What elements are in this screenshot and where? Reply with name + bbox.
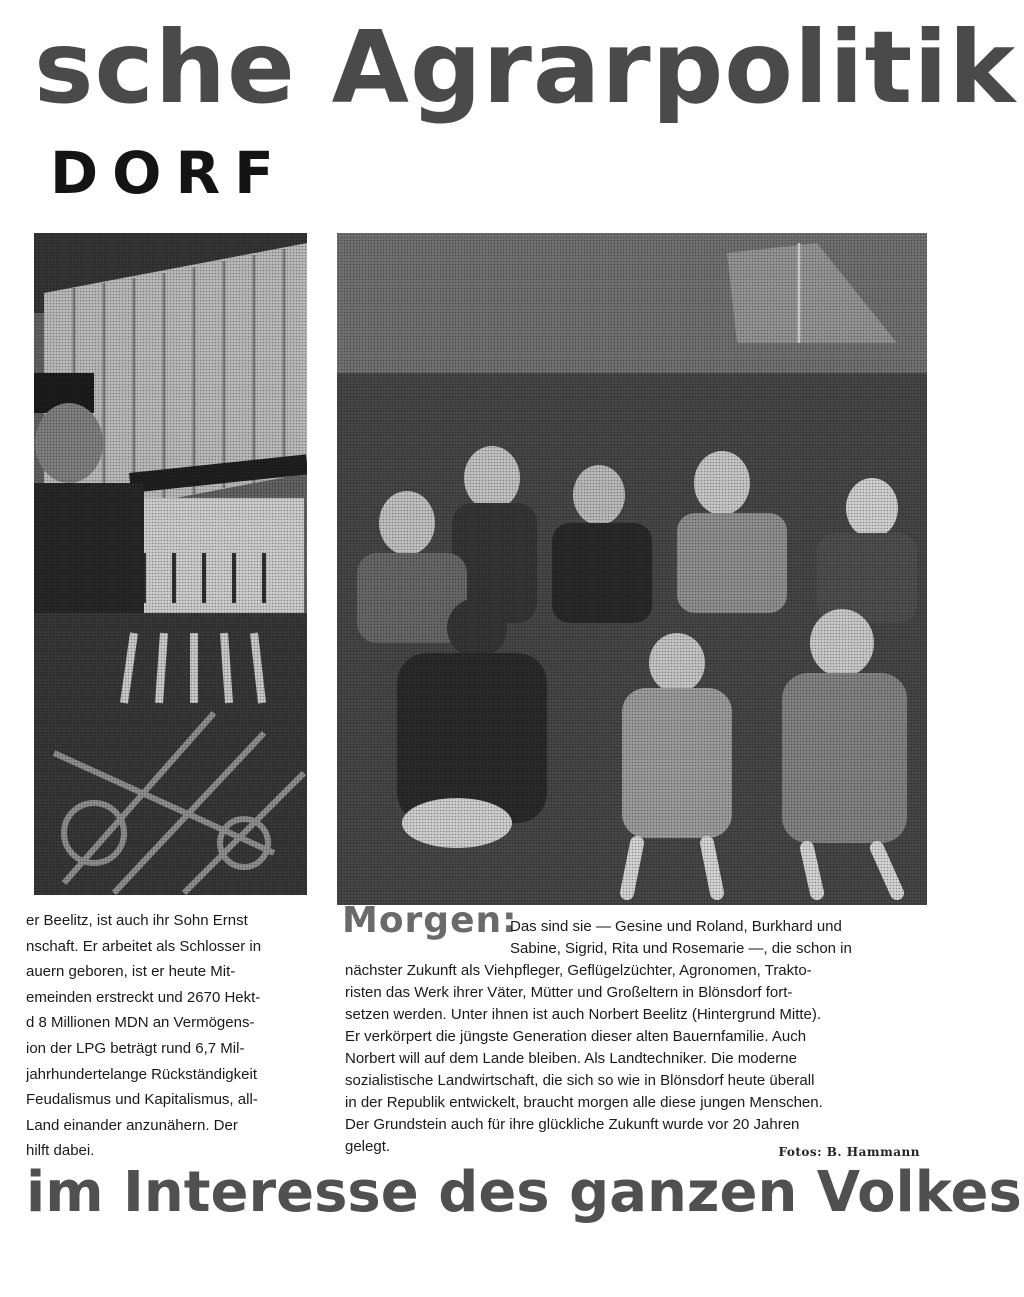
caption-line: Norbert will auf dem Lande bleiben. Als Landtechniker. Die moderne [345, 1050, 797, 1067]
caption-line: Der Grundstein auch für ihre glückliche Zukunft wurde vor 20 Jahren [345, 1116, 800, 1133]
text-line: d 8 Millionen MDN an Vermögens- [26, 1014, 255, 1032]
photo-caption-text [345, 916, 925, 1158]
caption-line: in der Republik entwickelt, braucht morgen alle diese jungen Menschen. [345, 1094, 823, 1111]
caption-lead-morgen: Morgen: [342, 900, 518, 941]
headline-bottom: im Interesse des ganzen Volkes [26, 1160, 1022, 1225]
caption-line: Das sind sie — Gesine und Roland, Burkhard und [510, 918, 842, 935]
text-line: hilft dabei. [26, 1142, 95, 1160]
text-line: Feudalismus und Kapitalismus, all- [26, 1091, 258, 1109]
text-line: jahrhundertelange Rückständigkeit [26, 1065, 257, 1083]
article-left-column [26, 908, 306, 1164]
text-line: er Beelitz, ist auch ihr Sohn Ernst [26, 912, 248, 929]
caption-line: Er verkörpert die jüngste Generation dieser alten Bauernfamilie. Auch [345, 1028, 807, 1045]
caption-line: Sabine, Sigrid, Rita und Rosemarie —, die schon in [510, 940, 852, 957]
headline-top: sche Agrarpolitik [34, 9, 1017, 126]
caption-line: setzen werden. Unter ihnen ist auch Norbert Beelitz (Hintergrund Mitte). [345, 1006, 822, 1023]
photo-farmer-machinery [34, 233, 307, 895]
caption-line: gelegt. [345, 1138, 391, 1155]
photo-credit: Fotos: B. Hammann [778, 1145, 920, 1159]
caption-line: sozialistische Landwirtschaft, die sich so wie in Blönsdorf heute überall [345, 1072, 815, 1089]
text-line: emeinden erstreckt und 2670 Hekt- [26, 988, 261, 1006]
text-line: nschaft. Er arbeitet als Schlosser in [26, 937, 262, 955]
text-line: Land einander anzunähern. Der [26, 1116, 238, 1134]
photo-children-on-grass [337, 233, 927, 905]
caption-line: risten das Werk ihrer Väter, Mütter und Großeltern in Blönsdorf fort- [345, 984, 793, 1001]
caption-line: nächster Zukunft als Viehpfleger, Geflügelzüchter, Agronomen, Trakto- [345, 962, 812, 979]
text-line: auern geboren, ist er heute Mit- [26, 963, 236, 981]
text-line: ion der LPG beträgt rund 6,7 Mil- [26, 1039, 245, 1057]
headline-dorf: DORF [50, 139, 288, 207]
